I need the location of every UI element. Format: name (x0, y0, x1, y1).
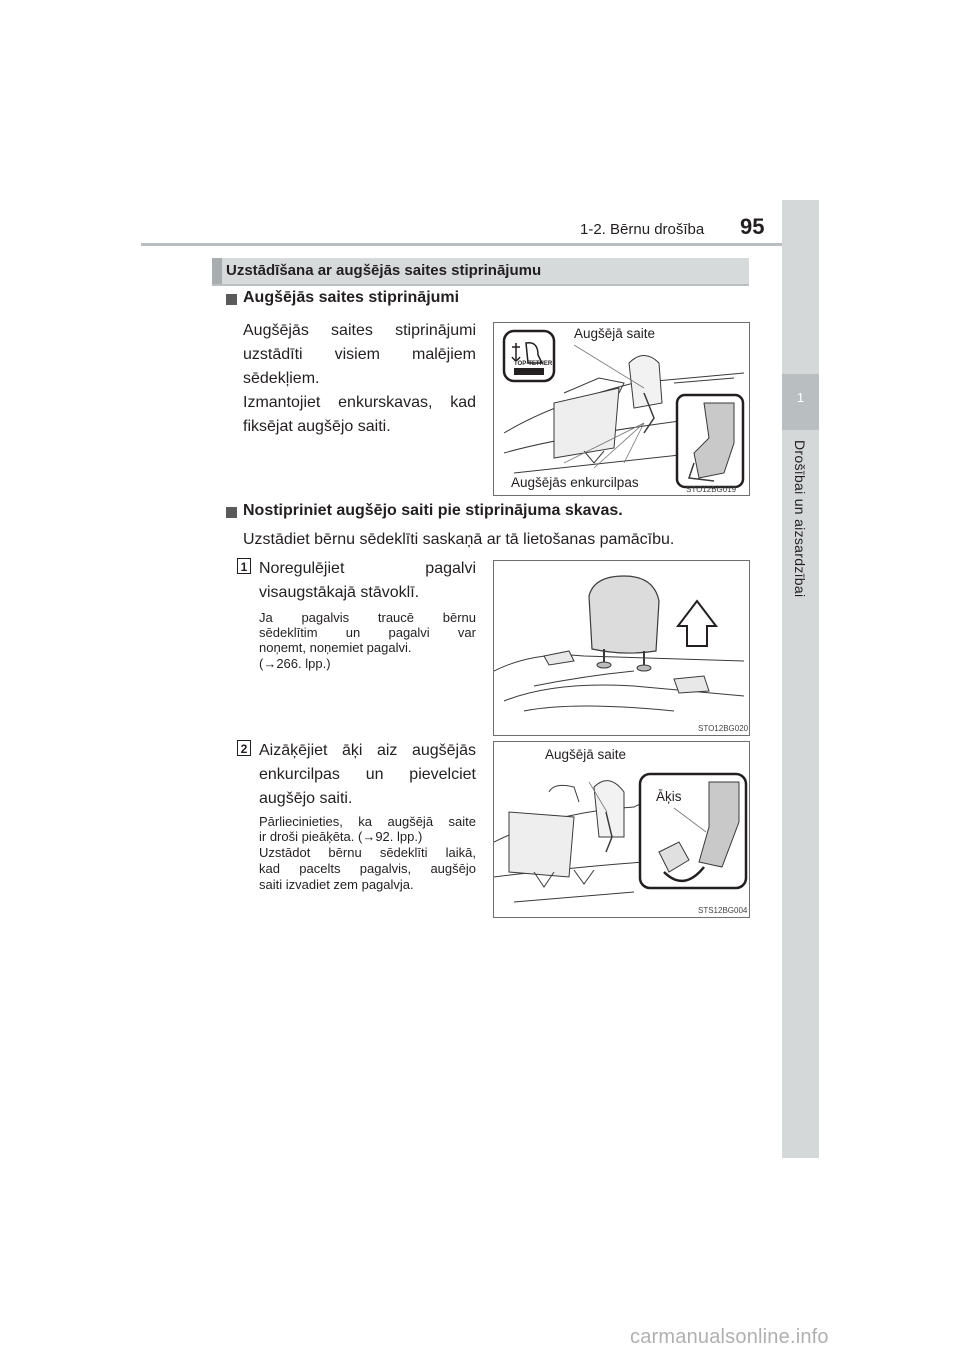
step1-note-line1: Ja pagalvis traucē bērnu (259, 610, 476, 625)
chapter-title: Drošībai un aizsardzībai (792, 440, 808, 598)
figure3-label-hook: Āķis (656, 789, 682, 804)
step2-note-line3: Uzstādot bērnu sēdeklīti laikā, (259, 845, 476, 860)
step2-number: 2 (237, 740, 251, 756)
figure-top-tether-anchors (493, 322, 750, 496)
seat-tether-illustration (494, 323, 749, 495)
step2-text-line1: Aizāķējiet āķi aiz augšējās (259, 742, 476, 759)
bullet-square-icon (226, 507, 237, 518)
section-bar-underline (212, 284, 749, 286)
watermark-text: carmanualsonline.info (630, 1326, 829, 1348)
page-number: 95 (740, 214, 765, 239)
step2-note-line5: saiti izvadiet zem pagalvja. (259, 877, 414, 892)
step1-text-line2: visaugstākajā stāvoklī. (259, 584, 420, 601)
section-title: Uzstādīšana ar augšējās saites stiprinājumu (226, 262, 542, 279)
figure1-label-top-tether: Augšējā saite (574, 326, 656, 341)
step2-text-line2: enkurcilpas un pievelciet (259, 766, 476, 783)
hook-tether-illustration (494, 742, 749, 917)
chapter-number: 1 (796, 390, 805, 405)
step2-note-line2: ir droši pieāķēta. (→92. lpp.) (259, 829, 423, 844)
figure-headrest-raise (493, 560, 750, 736)
headrest-shape (589, 576, 659, 653)
block1-para1-line3: sēdekļiem. (243, 370, 320, 387)
figure1-label-anchors: Augšējās enkurcilpas (511, 475, 639, 490)
block1-heading: Augšējās saites stiprinājumi (243, 289, 460, 306)
step2-note-line1: Pārliecinieties, ka augšējā saite (259, 814, 476, 829)
figure2-code: STO12BG020 (698, 724, 749, 733)
top-tether-badge-text: TOP-TETHER (514, 361, 553, 367)
figure3-code: STS12BG004 (698, 906, 748, 915)
step1-note-ref: (→266. lpp.) (259, 656, 331, 671)
figure1-code: STO12BG019 (686, 485, 737, 494)
chapter-side-tab (782, 200, 819, 1158)
step1-text-line1: Noregulējiet pagalvi (259, 560, 476, 577)
block1-para1-line2: uzstādīti visiem malējiem (243, 346, 476, 363)
step1-note-line2: sēdeklītim un pagalvi var (259, 625, 476, 640)
up-arrow-icon (678, 601, 716, 646)
block2-intro: Uzstādiet bērnu sēdeklīti saskaņā ar tā lietošanas pamācību. (243, 531, 675, 548)
block1-para1-line1: Augšējās saites stiprinājumi (243, 322, 476, 339)
step1-note-line3: noņemt, noņemiet pagalvi. (259, 640, 412, 655)
step2-text-line3: augšējo saiti. (259, 790, 353, 807)
figure-hook-tether (493, 741, 750, 918)
step2-note-line4: kad pacelts pagalvis, augšējo (259, 861, 476, 876)
header-section-title: 1-2. Bērnu drošība (580, 221, 705, 238)
bullet-square-icon (226, 294, 237, 305)
block2-heading: Nostipriniet augšējo saiti pie stiprinājuma skavas. (243, 502, 623, 519)
headrest-illustration (494, 561, 749, 735)
header-rule (141, 243, 819, 246)
block1-para2-line1: Izmantojiet enkurskavas, kad (243, 394, 476, 411)
block1-para2-line2: fiksējat augšējo saiti. (243, 418, 391, 435)
step1-number: 1 (237, 558, 251, 574)
figure3-label-top-tether: Augšējā saite (545, 747, 627, 762)
